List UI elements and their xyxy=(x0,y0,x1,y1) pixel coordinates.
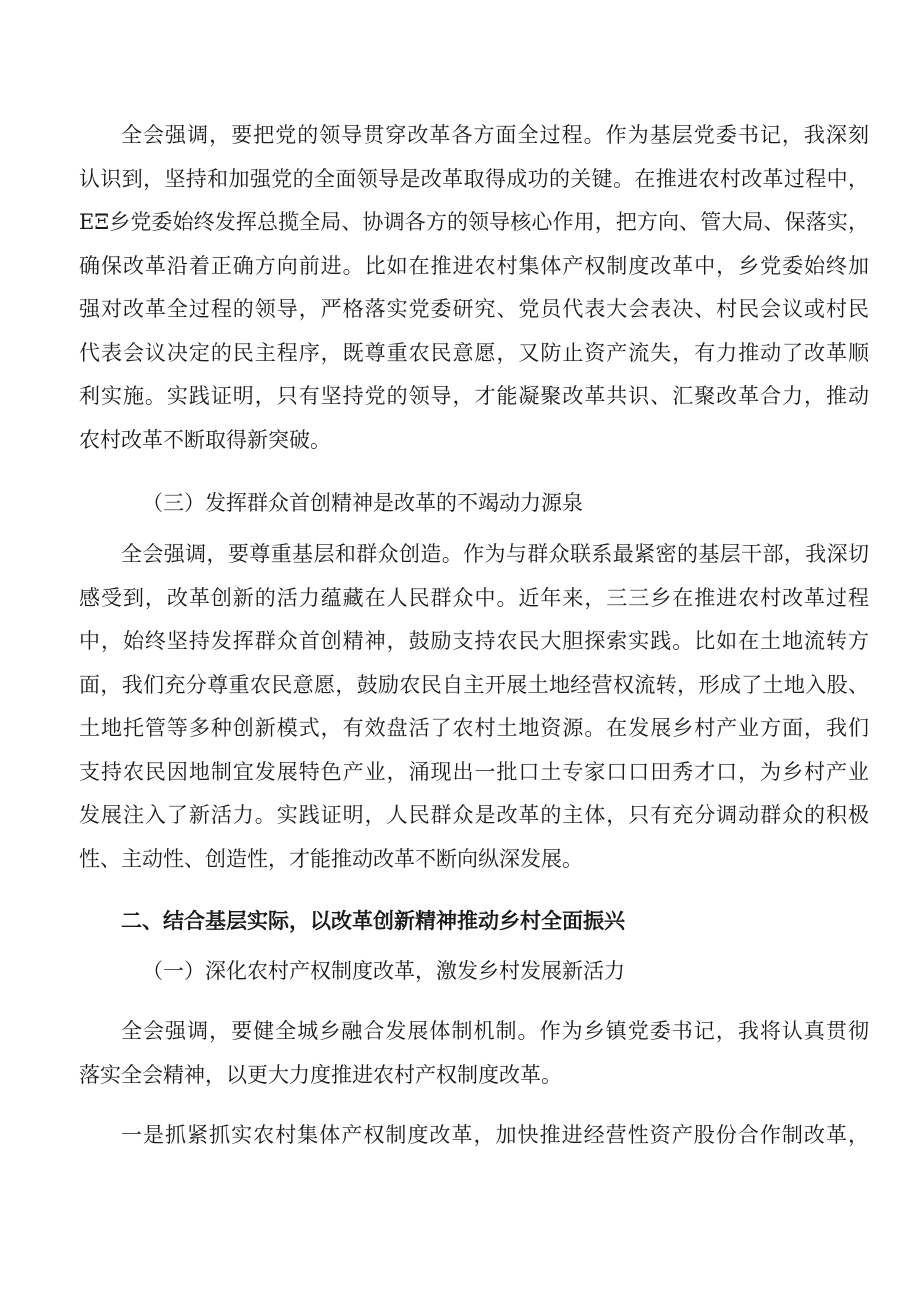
subheading-text: （一）深化农村产权制度改革，激发乡村发展新活力 xyxy=(142,959,625,983)
subheading-section-3 xyxy=(79,482,869,526)
text-line: 确保改革沿着正确方向前进。比如在推进农村集体产权制度改革中，乡党委始终加 xyxy=(79,253,869,278)
text-line: EΞ乡党委始终发挥总揽全局、协调各方的领导核心作用，把方向、管大局、保落实， xyxy=(79,210,869,234)
text-line: 性、主动性、创造性，才能推动改革不断向纵深发展。 xyxy=(79,846,583,871)
heading-section-2 xyxy=(79,900,869,944)
subheading-text: （三）发挥群众首创精神是改革的不竭动力源泉 xyxy=(142,491,583,515)
text-line: 强对改革全过程的领导，严格落实党委研究、党员代表大会表决、村民会议或村民 xyxy=(79,297,869,321)
text-line: 土地托管等多种创新模式，有效盘活了农村土地资源。在发展乡村产业方面，我们 xyxy=(79,716,869,740)
text-line: 中，始终坚持发挥群众首创精神，鼓励支持农民大胆探索实践。比如在土地流转方 xyxy=(79,629,869,653)
subheading-section-1 xyxy=(79,950,869,994)
text-line: 支持农民因地制宜发展特色产业，涌现出一批口土专家口口田秀才口，为乡村产业 xyxy=(79,759,869,784)
text-line: 利实施。实践证明，只有坚持党的领导，才能凝聚改革共识、汇聚改革合力，推动 xyxy=(79,384,869,408)
paragraph-mass-creativity xyxy=(79,533,869,881)
text-line: 感受到，改革创新的活力蕴藏在人民群众中。近年来，三三乡在推进农村改革过程 xyxy=(79,585,869,610)
text-line: 认识到，坚持和加强党的全面领导是改革取得成功的关键。在推进农村改革过程中， xyxy=(79,166,869,191)
paragraph-property-reform xyxy=(79,1010,869,1097)
text-line: 全会强调，要把党的领导贯穿改革各方面全过程。作为基层党委书记，我深刻 xyxy=(121,123,869,147)
text-line: 农村改革不断取得新突破。 xyxy=(79,427,331,452)
text-line: 一是抓紧抓实农村集体产权制度改革，加快推进经营性资产股份合作制改革， xyxy=(121,1123,869,1147)
text-line: 面，我们充分尊重农民意愿，鼓励农民自主开展土地经营权流转，形成了土地入股、 xyxy=(79,672,869,697)
paragraph-collective-reform xyxy=(79,1114,869,1158)
paragraph-party-leadership xyxy=(79,114,869,462)
text-line: 落实全会精神，以更大力度推进农村产权制度改革。 xyxy=(79,1062,562,1087)
text-line: 全会强调，要尊重基层和群众创造。作为与群众联系最紧密的基层干部，我深切 xyxy=(121,542,869,566)
text-line: 代表会议决定的民主程序，既尊重农民意愿，又防止资产流失，有力推动了改革顺 xyxy=(79,340,869,365)
section-heading: 二、结合基层实际，以改革创新精神推动乡村全面振兴 xyxy=(121,909,625,933)
text-line: 全会强调，要健全城乡融合发展体制机制。作为乡镇党委书记，我将认真贯彻 xyxy=(121,1019,869,1043)
text-line: 发展注入了新活力。实践证明，人民群众是改革的主体，只有充分调动群众的积极 xyxy=(79,803,869,827)
